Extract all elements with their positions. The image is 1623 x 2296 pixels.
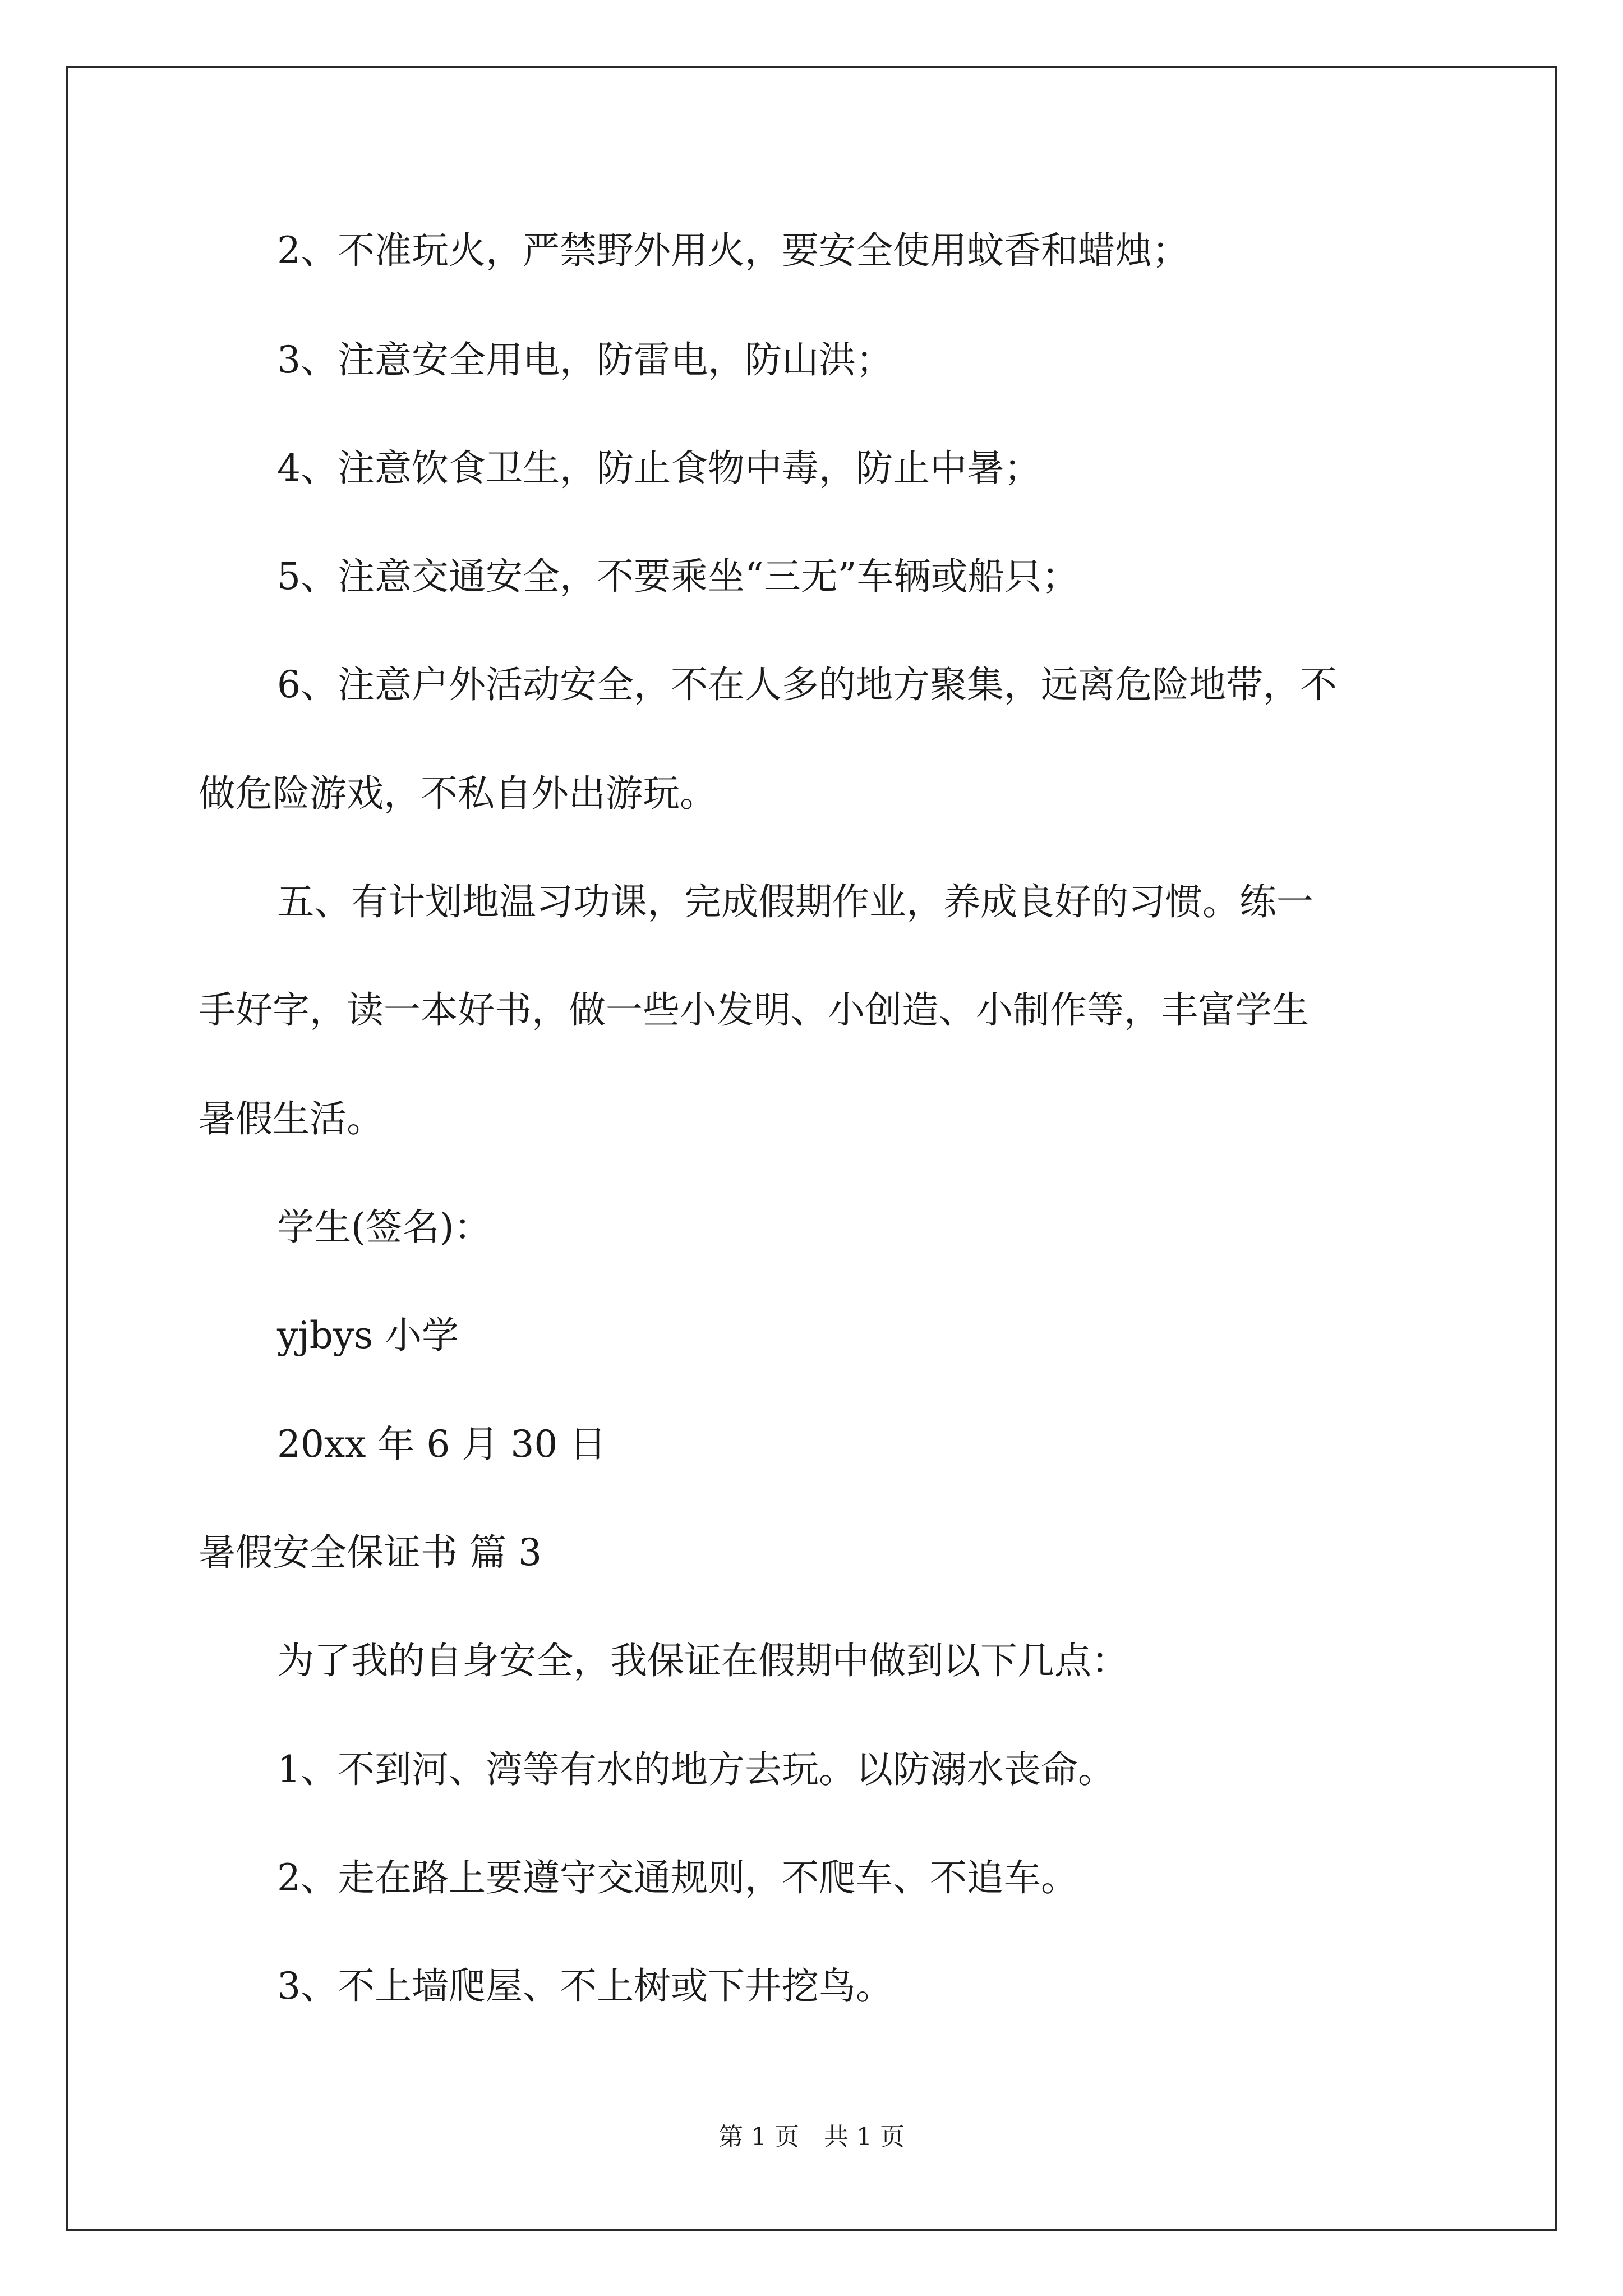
page-border xyxy=(66,66,1557,2231)
paragraph-line: 4、注意饮食卫生，防止食物中毒，防止中暑； xyxy=(277,447,1041,490)
page-footer: 第 1 页 共 1 页 xyxy=(718,2123,905,2151)
section-title: 暑假安全保证书 篇 3 xyxy=(199,1531,542,1574)
paragraph-line: 2、不准玩火，严禁野外用火，要安全使用蚊香和蜡烛； xyxy=(277,229,1189,272)
paragraph-line: 6、注意户外活动安全，不在人多的地方聚集，远离危险地带，不 xyxy=(277,663,1337,706)
paragraph-line: 5、注意交通安全，不要乘坐“三无”车辆或船只； xyxy=(277,555,1079,598)
paragraph-line: 手好字，读一本好书，做一些小发明、小创造、小制作等，丰富学生 xyxy=(199,988,1309,1032)
paragraph-line: 为了我的自身安全，我保证在假期中做到以下几点： xyxy=(277,1639,1128,1682)
paragraph-line: 2、走在路上要遵守交通规则，不爬车、不追车。 xyxy=(277,1856,1078,1899)
paragraph-line: 做危险游戏，不私自外出游玩。 xyxy=(199,772,717,815)
paragraph-line: 暑假生活。 xyxy=(199,1097,384,1140)
school-name: yjbys 小学 xyxy=(277,1314,459,1357)
signature-label: 学生(签名)： xyxy=(277,1205,491,1249)
paragraph-line: 1、不到河、湾等有水的地方去玩。以防溺水丧命。 xyxy=(277,1748,1115,1791)
paragraph-line: 五、有计划地温习功课，完成假期作业，养成良好的习惯。练一 xyxy=(277,880,1313,923)
paragraph-line: 3、注意安全用电，防雷电，防山洪； xyxy=(277,338,893,381)
date-line: 20xx 年 6 月 30 日 xyxy=(277,1423,607,1466)
paragraph-line: 3、不上墙爬屋、不上树或下井挖鸟。 xyxy=(277,1964,893,2008)
